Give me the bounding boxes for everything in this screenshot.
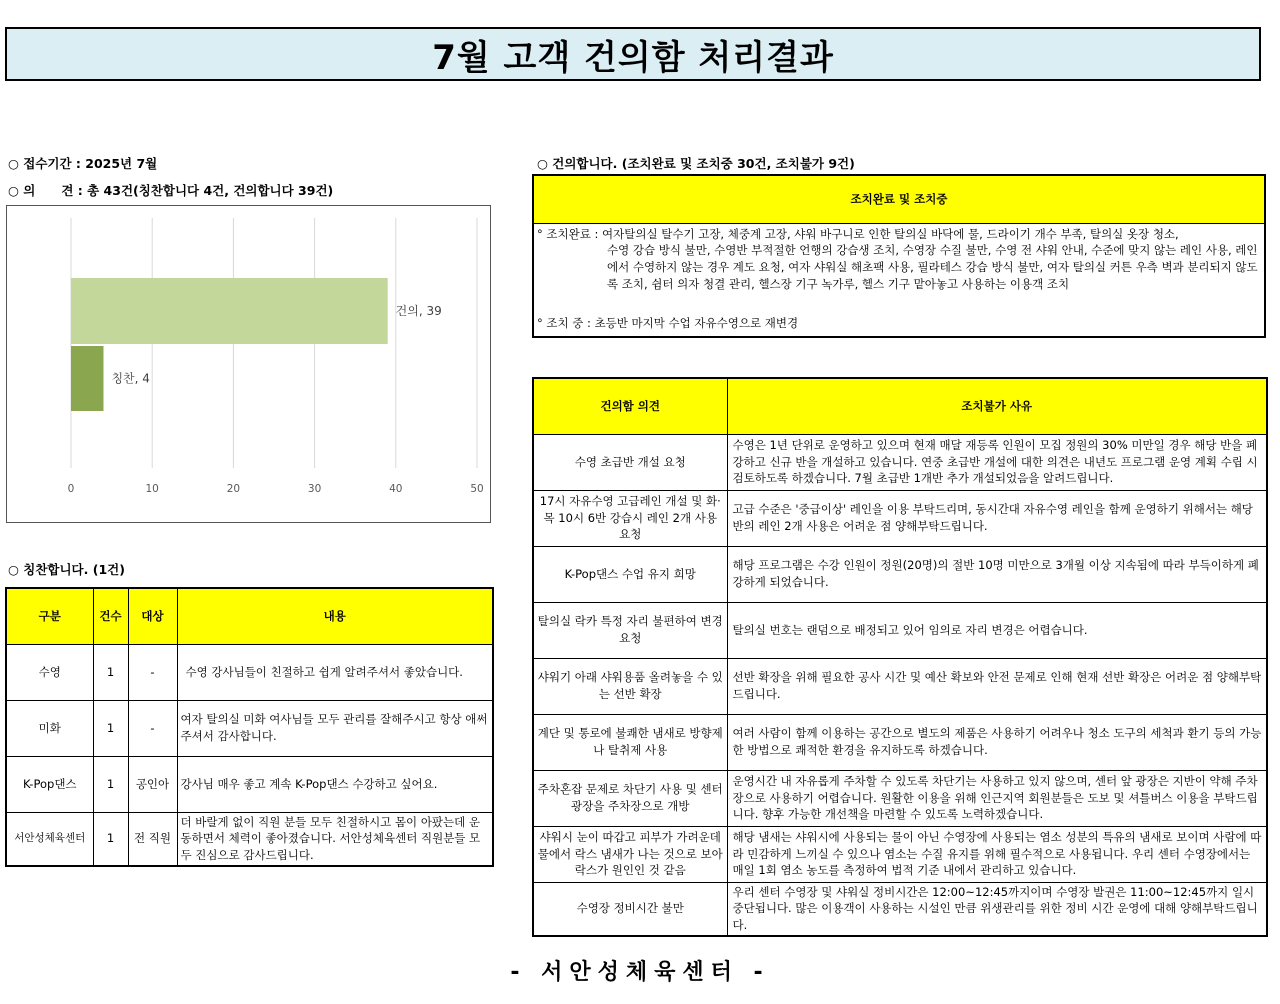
opinion-summary — [8, 181, 333, 199]
chart-tick-label: 40 — [389, 483, 403, 495]
done-text-first: 여자탈의실 탈수기 고장, 체중계 고장, 샤워 바구니로 인한 탈의실 바닥에 물, 드라이기 개수 부족, 탈의실 옷장 청소, — [602, 226, 1179, 241]
reject-opinion: 주차혼잡 문제로 차단기 사용 및 센터 광장을 주차장으로 개방 — [533, 770, 727, 826]
done-body-row — [533, 223, 1265, 311]
ongoing-text: ° 조치 중 : 초등반 마지막 수업 자유수영으로 재변경 — [533, 311, 1265, 337]
ongoing-row — [533, 311, 1265, 337]
reject-row — [533, 882, 1267, 936]
reject-reason: 우리 센터 수영장 및 샤워실 정비시간은 12:00~12:45까지이며 수영장 발권은 11:00~12:45까지 일시 중단됩니다. 많은 이용객이 사용하는 시설인 만큼 위생관리를 위한 정비 시간 운영에 대해 양해부탁드립니다. — [727, 882, 1267, 936]
praise-target: - — [128, 700, 177, 756]
praise-count: 1 — [93, 700, 128, 756]
chart-tick-label: 50 — [470, 483, 484, 495]
praise-category: 미화 — [6, 700, 93, 756]
done-table — [532, 174, 1266, 338]
chart-bar — [71, 346, 103, 411]
reject-table — [532, 377, 1268, 937]
opinion-chart — [6, 205, 491, 523]
praise-count: 1 — [93, 644, 128, 700]
reject-header-reason: 조치불가 사유 — [727, 378, 1267, 434]
praise-category: 수영 — [6, 644, 93, 700]
praise-header-count: 건수 — [93, 588, 128, 644]
chart-tick-label: 0 — [67, 483, 75, 495]
reject-row — [533, 714, 1267, 770]
chart-data-label: 건의, 39 — [395, 304, 442, 318]
reject-row — [533, 490, 1267, 546]
done-label: ° 조치완료 : — [537, 226, 603, 241]
praise-row — [6, 756, 493, 812]
praise-header-row — [6, 588, 493, 644]
reject-reason: 여러 사람이 함께 이용하는 공간으로 별도의 제품은 사용하기 어려우나 청소 도구의 세척과 환기 등의 가능한 방법으로 쾌적한 환경을 유지하도록 하겠습니다. — [727, 714, 1267, 770]
reject-opinion: 수영 초급반 개설 요청 — [533, 434, 727, 490]
reject-reason: 해당 프로그램은 수강 인원이 정원(20명)의 절반 10명 미만으로 3개월 이상 지속됨에 따라 부득이하게 폐강하게 되었습니다. — [727, 546, 1267, 602]
praise-row — [6, 812, 493, 866]
done-header-row — [533, 175, 1265, 223]
done-cell — [533, 223, 1265, 311]
chart-tick-label: 10 — [145, 483, 159, 495]
period-label: ○ 접수기간 : 2025년 7월 — [8, 156, 158, 171]
praise-table — [5, 587, 494, 867]
reject-row — [533, 434, 1267, 490]
done-header: 조치완료 및 조치중 — [533, 175, 1265, 223]
praise-header-content: 내용 — [177, 588, 493, 644]
reject-header-row — [533, 378, 1267, 434]
praise-category: K-Pop댄스 — [6, 756, 93, 812]
reject-opinion: 17시 자유수영 고급레인 개설 및 화·목 10시 6반 강습시 레인 2개 사용 요청 — [533, 490, 727, 546]
praise-target: - — [128, 644, 177, 700]
title-banner — [5, 27, 1261, 81]
chart-data-label: 칭찬, 4 — [111, 371, 150, 386]
chart-tick-label: 20 — [226, 483, 241, 495]
reject-row — [533, 770, 1267, 826]
reject-opinion: K-Pop댄스 수업 유지 희망 — [533, 546, 727, 602]
reject-header-opinion: 건의함 의견 — [533, 378, 727, 434]
praise-row — [6, 700, 493, 756]
chart-bar — [71, 278, 388, 344]
praise-count: 1 — [93, 756, 128, 812]
chart-svg — [7, 206, 490, 522]
page-title: 7월 고객 건의함 처리결과 — [432, 37, 834, 78]
footer-center-name: - 서안성체육센터 - — [510, 960, 770, 985]
reject-row — [533, 826, 1267, 882]
reject-reason: 운영시간 내 자유롭게 주차할 수 있도록 차단기는 사용하고 있지 않으며, 센터 앞 광장은 지반이 약해 주차장으로 사용하기 어렵습니다. 원활한 이용을 위해 인근지역 회원분들은 도보 및 셔틀버스 이용을 부탁드립니다. 향후 가능한 개선책을 마련할 수 있도록 노력하겠습니다. — [727, 770, 1267, 826]
praise-content: 더 바랄게 없이 직원 분들 모두 친절하시고 몸이 아팠는데 운동하면서 체력이 좋아졌습니다. 서안성체육센터 직원분들 모두 진심으로 감사드립니다. — [177, 812, 493, 866]
praise-heading: ○ 칭찬합니다. (1건) — [8, 562, 125, 577]
reject-reason: 해당 냄새는 샤워시에 사용되는 물이 아닌 수영장에 사용되는 염소 성분의 특유의 냄새로 보이며 사람에 따라 민감하게 느끼실 수 있으나 염소는 수질 유지를 위해 필수적으로 사용됩니다. 우리 센터 수영장에서는 매일 1회 염소 농도를 측정하여 법적 기준 내에서 관리하고 있습니다. — [727, 826, 1267, 882]
reject-reason: 수영은 1년 단위로 운영하고 있으며 현재 매달 재등록 인원이 모집 정원의 30% 미만일 경우 해당 반을 폐강하고 신규 반을 개설하고 있습니다. 연중 초급반 개설에 대한 의견은 내년도 프로그램 운영 계획 수립 시 검토하도록 하겠습니다. 7월 초급반 1개반 추가 개설되었음을 알려드립니다. — [727, 434, 1267, 490]
praise-count: 1 — [93, 812, 128, 866]
chart-tick-label: 30 — [307, 483, 322, 495]
reject-opinion: 샤워기 아래 샤워용품 올려놓을 수 있는 선반 확장 — [533, 658, 727, 714]
reject-reason: 고급 수준은 '중급이상' 레인을 이용 부탁드리며, 동시간대 자유수영 레인을 함께 운영하기 위해서는 해당 반의 레인 2개 사용은 어려운 점 양해부탁드립니다. — [727, 490, 1267, 546]
praise-target: 공인아 — [128, 756, 177, 812]
done-text-rest: 수영 강습 방식 불만, 수영반 부적절한 언행의 강습생 조치, 수영장 수질 불만, 수영 전 샤워 안내, 수준에 맞지 않는 레인 사용, 레인에서 수영하지 않는 경우 계도 요청, 여자 샤워실 해초팩 사용, 필라테스 강습 방식 불만, 여자 탈의실 커튼 우측 벽과 분리되지 않도록 조치, 쉼터 의자 청결 관리, 헬스장 기구 녹가루, 헬스 기구 맡아놓고 사용하는 이용객 조치 — [607, 243, 1258, 291]
praise-content: 강사님 매우 좋고 계속 K-Pop댄스 수강하고 싶어요. — [177, 756, 493, 812]
opinion-prefix: ○ 의 — [8, 183, 36, 198]
praise-header-category: 구분 — [6, 588, 93, 644]
praise-target: 전 직원 — [128, 812, 177, 866]
reject-row — [533, 602, 1267, 658]
praise-row — [6, 644, 493, 700]
praise-content: 여자 탈의실 미화 여사님들 모두 관리를 잘해주시고 항상 애써주셔서 감사합니다. — [177, 700, 493, 756]
reject-opinion: 계단 및 통로에 불쾌한 냄새로 방향제나 탈취제 사용 — [533, 714, 727, 770]
reject-opinion: 샤워시 눈이 따갑고 피부가 가려운데 물에서 락스 냄새가 나는 것으로 보아 락스가 원인인 것 같음 — [533, 826, 727, 882]
reject-reason: 탈의실 번호는 랜덤으로 배정되고 있어 임의로 자리 변경은 어렵습니다. — [727, 602, 1267, 658]
opinion-count: 견 : 총 43건(칭찬합니다 4건, 건의합니다 39건) — [61, 183, 334, 198]
praise-header-target: 대상 — [128, 588, 177, 644]
praise-category: 서안성체육센터 — [6, 812, 93, 866]
reject-opinion: 탈의실 락카 특정 자리 불편하여 변경 요청 — [533, 602, 727, 658]
suggest-heading: ○ 건의합니다. (조치완료 및 조치중 30건, 조치불가 9건) — [537, 156, 855, 171]
praise-content: 수영 강사님들이 친절하고 쉽게 알려주셔서 좋았습니다. — [177, 644, 493, 700]
reject-reason: 선반 확장을 위해 필요한 공사 시간 및 예산 확보와 안전 문제로 인해 현재 선반 확장은 어려운 점 양해부탁드립니다. — [727, 658, 1267, 714]
reject-opinion: 수영장 정비시간 불만 — [533, 882, 727, 936]
reject-row — [533, 546, 1267, 602]
reject-row — [533, 658, 1267, 714]
